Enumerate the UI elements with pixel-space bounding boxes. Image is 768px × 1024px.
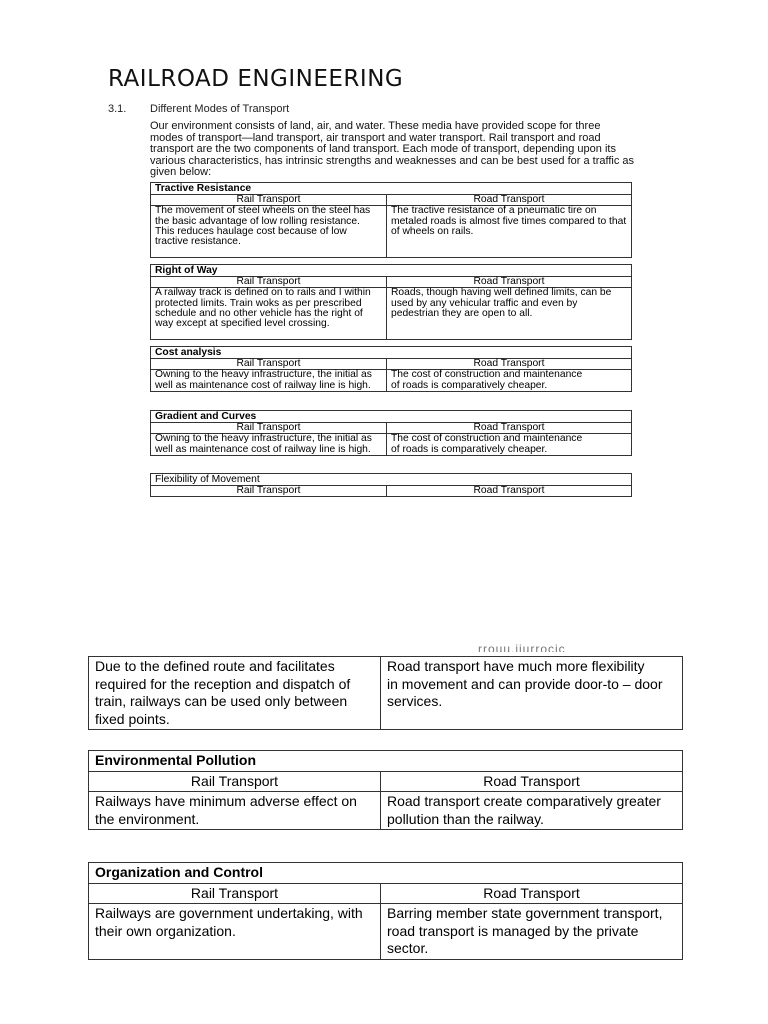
road-cell-line: The cost of construction and maintenance: [391, 433, 583, 445]
road-cell-line: of roads is comparatively cheaper.: [391, 443, 548, 455]
table-cost-analysis: [150, 346, 632, 392]
table-title: Tractive Resistance: [151, 183, 632, 195]
column-header-rail: Rail Transport: [151, 195, 387, 206]
rail-cell: Owning to the heavy infrastructure, the initial as well as maintenance cost of railway line is high.: [151, 434, 387, 455]
rail-cell: Railways have minimum adverse effect on the environment.: [89, 792, 381, 830]
table-title: Organization and Control: [89, 863, 683, 884]
column-header-road: Road Transport: [381, 883, 683, 904]
table-title: Gradient and Curves: [151, 411, 632, 423]
road-cell-line: in movement and can provide door-to – door services.: [387, 675, 663, 709]
section-number: 3.1.: [108, 103, 127, 115]
rail-cell: A railway track is defined on to rails and I within protected limits. Train woks as per prescribed schedule and no other vehicle has the right of way except at specified level crossing.: [151, 288, 387, 340]
column-header-rail: Rail Transport: [151, 359, 387, 370]
table-flexibility-of-movement: [150, 473, 632, 497]
table-title: Environmental Pollution: [89, 751, 683, 772]
road-cell: [381, 657, 683, 730]
section-title: Different Modes of Transport: [150, 103, 290, 115]
cutoff-header-fragment: rrouu.iiurrocic: [478, 642, 566, 652]
column-header-road: Road Transport: [387, 359, 632, 370]
column-header-road: Road Transport: [381, 771, 683, 792]
table-gradient-and-curves: [150, 410, 632, 456]
road-cell: [387, 370, 632, 391]
column-header-rail: Rail Transport: [151, 423, 387, 434]
table-title: Right of Way: [151, 265, 632, 277]
column-header-rail: Rail Transport: [89, 883, 381, 904]
rail-cell: Owning to the heavy infrastructure, the initial as well as maintenance cost of railway line is high.: [151, 370, 387, 391]
road-cell: Road transport create comparatively greater pollution than the railway.: [381, 792, 683, 830]
table-right-of-way: [150, 264, 632, 340]
column-header-rail: Rail Transport: [151, 277, 387, 288]
rail-cell: Railways are government undertaking, with their own organization.: [89, 904, 381, 960]
table-title: Flexibility of Movement: [151, 474, 632, 486]
page-title: RAILROAD ENGINEERING: [108, 66, 404, 92]
road-cell-line: Road transport have much more flexibility: [387, 658, 645, 674]
column-header-road: Road Transport: [387, 277, 632, 288]
table-title: Cost analysis: [151, 347, 632, 359]
road-cell: Roads, though having well defined limits, can be used by any vehicular traffic and even by pedestrian they are open to all.: [387, 288, 632, 340]
column-header-rail: Rail Transport: [89, 771, 381, 792]
road-cell: The tractive resistance of a pneumatic tire on metaled roads is almost five times compared to that of wheels on rails.: [387, 206, 632, 258]
table-flexibility-continued: [88, 656, 683, 730]
table-organization-and-control: [88, 862, 683, 960]
table-tractive-resistance: [150, 182, 632, 258]
road-cell-line: of roads is comparatively cheaper.: [391, 379, 548, 391]
intro-paragraph: Our environment consists of land, air, and water. These media have provided scope for three modes of transport—land transport, air transport and water transport. Rail transport and road transport are the two components of land transport. Each mode of transport, depending upon its various characteristics, has intrinsic strengths and weaknesses and can be best used for a traffic as given below:: [150, 120, 635, 179]
road-cell: Barring member state government transport, road transport is managed by the private sector.: [381, 904, 683, 960]
rail-cell: Due to the defined route and facilitates required for the reception and dispatch of train, railways can be used only between fixed points.: [89, 657, 381, 730]
road-cell-line: The cost of construction and maintenance: [391, 369, 583, 381]
rail-cell: The movement of steel wheels on the steel has the basic advantage of low rolling resistance. This reduces haulage cost because of low tractive resistance.: [151, 206, 387, 258]
table-environmental-pollution: [88, 750, 683, 830]
column-header-rail: Rail Transport: [151, 486, 387, 497]
column-header-road: Road Transport: [387, 486, 632, 497]
column-header-road: Road Transport: [387, 423, 632, 434]
column-header-road: Road Transport: [387, 195, 632, 206]
road-cell: [387, 434, 632, 455]
